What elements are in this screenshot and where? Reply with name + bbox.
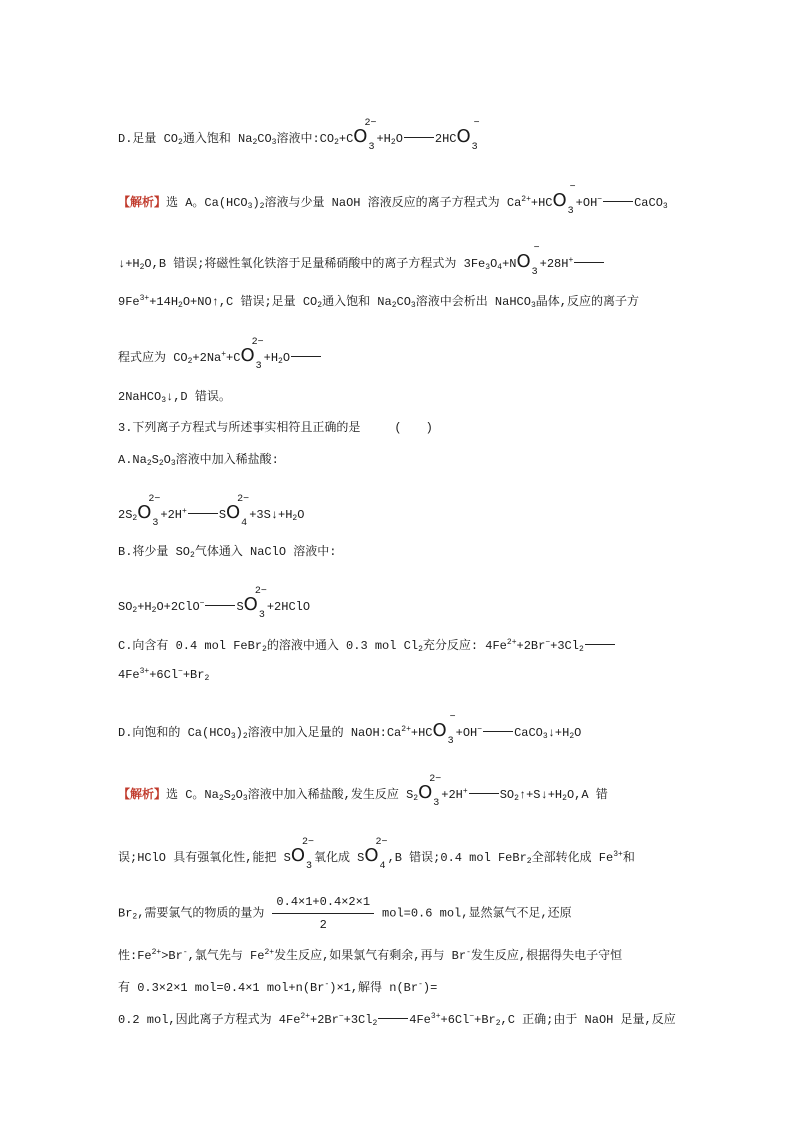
- analysis-1-line-1: 【解析】选 A。$Ca(HCO_3)_2$溶液与少量 NaOH 溶液反应的离子方程式为 $Ca^{2+}+HCO$ − 3 +OH− CaCO$_3$: [118, 182, 668, 217]
- option-a-text: $A.Na_2S_2O_3$溶液中加入稀盐酸:: [118, 453, 279, 468]
- option-a-equation: $2S_2O$ 2− 3 +2H+ SO 2− 4 $+3S↓+H_2O$: [118, 494, 305, 529]
- analysis-2-line-5: 有 0.3×2×1 mol=0.4×1 mol+n(Br-)×1,解得 n(Br-)=: [118, 980, 438, 995]
- option-b-text: B.将少量 $SO_2$气体通入 NaClO 溶液中:: [118, 545, 337, 560]
- analysis-2-line-2: 误;HClO 具有强氧化性,能把 SO 2− 3 氧化成 SO 2− 4 ,B 错误;0.4 mol FeBr$_2$全部转化成 $Fe^{3+}$和: [118, 837, 635, 872]
- analysis-2-line-6: 0.2 mol,因此离子方程式为 $4Fe^{2+}+2Br^-+3Cl_2$ $4Fe^{3+}+6Cl^-+Br_2,C$ 正确;由于 NaOH 足量,反应: [118, 1012, 676, 1028]
- question-3-stem: 3.下列离子方程式与所述事实相符且正确的是 ( ): [118, 421, 433, 435]
- analysis-1-line-3: $9Fe^{3+}+14H_2O+NO↑,C$ 错误;足量 $CO_2$通入饱和 $Na_2CO_3$溶液中会析出 NaHCO$_3$晶体,反应的离子方: [118, 294, 639, 310]
- analysis-1-line-2: $↓+H_2O,B$ 错误;将磁性氧化铁溶于足量稀硝酸中的离子方程式为 $3Fe_3O_4+NO$ − 3 +28H+: [118, 251, 605, 272]
- analysis-label: 【解析】: [118, 196, 167, 210]
- analysis-1-line-4: 程式应为 $CO_2+2Na^++CO$ 2− 3 $+H_2O$: [118, 345, 322, 366]
- option-d-first: D.足量 $CO_2$通入饱和 $Na_2CO_3$溶液中$:CO_2+CO$ 2− 3 $+H_2O$ 2HCO − 3: [118, 118, 480, 153]
- option-c-line-2: $4Fe^{3+}+6Cl^-+Br_2$: [118, 667, 210, 683]
- analysis-label: 【解析】: [118, 788, 167, 802]
- analysis-1-line-5: 2NaHCO$_3$↓,D 错误。: [118, 390, 231, 405]
- fraction: $\frac{0.4\times 1+0.4\times 2\times 1}{2}$: [272, 895, 374, 932]
- option-d-text: D.向饱和的 $Ca(HCO_3)_2$溶液中加入足量的 $NaOH:Ca^{2+}+HCO$ − 3 +OH− $CaCO_3↓+H_2O$: [118, 712, 582, 747]
- analysis-2-line-3: $Br_2$,需要氯气的物质的量为 $\frac{0.4\times 1+0.4\times 2\times 1}{2}$ mol=0.6 mol,显然氯气不足,还原: [118, 895, 572, 932]
- reaction-equals: [404, 137, 434, 138]
- option-c-line-1: C.向含有 0.4 mol FeBr$_2$的溶液中通入 0.3 mol $Cl_2$充分反应: $4Fe^{2+}+2Br^-+3Cl_2$: [118, 636, 616, 654]
- option-b-equation: $SO_2+H_2O+2ClO^-$ SO 2− 3 +2HClO: [118, 586, 311, 621]
- analysis-2-line-1: 【解析】选 C。$Na_2S_2O_3$溶液中加入稀盐酸,发生反应 $S_2O$ 2− 3 +2H+ $SO_2↑+S↓+H_2O,A$ 错: [118, 774, 608, 809]
- analysis-2-line-4: 性$:Fe^{2+}>Br^-$,氯气先与 $Fe^{2+}$发生反应,如果氯气有剩余,再与 Br-发生反应,根据得失电子守恒: [118, 948, 623, 963]
